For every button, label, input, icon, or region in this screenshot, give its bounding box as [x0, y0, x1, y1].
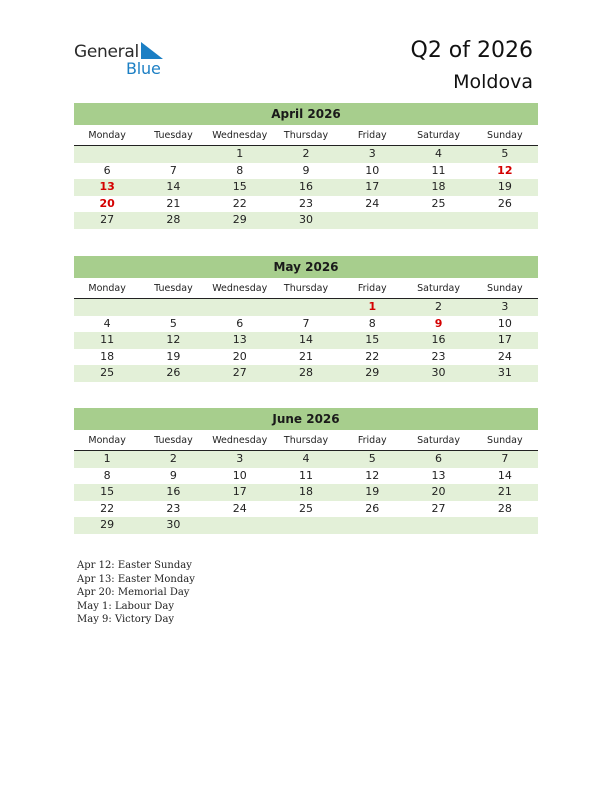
day-cell: 25 [431, 196, 446, 210]
weekday-label: Saturday [417, 283, 460, 294]
day-cell [140, 299, 206, 316]
day-cell: 8 [236, 163, 244, 177]
day-cell: 21 [497, 485, 512, 498]
day-cell: 30 [166, 518, 181, 531]
week-row [74, 517, 538, 534]
day-cell: 27 [431, 501, 446, 515]
day-cell [339, 212, 405, 229]
logo-word-blue: Blue [126, 59, 161, 78]
weekday-label: Friday [357, 130, 387, 141]
quarter-title: Q2 of 2026 [410, 38, 533, 63]
week-row [74, 484, 538, 501]
day-cell: 24 [497, 349, 512, 363]
weekday-label: Friday [357, 435, 387, 446]
day-cell: 10 [365, 163, 380, 177]
day-cell: 28 [166, 213, 181, 226]
day-cell: 27 [232, 366, 247, 379]
day-cell: 2 [435, 300, 443, 313]
day-cell: 9 [302, 163, 310, 177]
day-cell: 22 [232, 196, 247, 210]
day-cell: 19 [166, 349, 181, 363]
day-cell: 18 [431, 180, 446, 193]
week-row [74, 451, 538, 468]
weekday-label: Wednesday [212, 435, 268, 446]
day-cell: 14 [497, 468, 512, 482]
day-cell: 25 [298, 501, 313, 515]
day-cell: 2 [169, 452, 177, 465]
week-row [74, 332, 538, 349]
day-cell: 29 [365, 366, 380, 379]
day-cell: 14 [166, 180, 181, 193]
day-cell [74, 146, 140, 163]
day-cell: 20 [99, 196, 115, 210]
week-row [74, 179, 538, 196]
weeks-grid [74, 451, 538, 534]
day-cell: 1 [236, 147, 244, 160]
day-cell: 23 [431, 349, 446, 363]
week-row [74, 316, 538, 333]
day-cell: 12 [166, 333, 181, 346]
weekday-label: Thursday [283, 130, 329, 141]
day-cell: 23 [298, 196, 313, 210]
day-cell [273, 517, 339, 534]
day-cell: 6 [103, 163, 111, 177]
day-cell: 5 [501, 147, 509, 160]
day-cell: 26 [497, 196, 512, 210]
day-cell: 25 [100, 366, 115, 379]
weekday-label: Thursday [283, 283, 329, 294]
day-cell: 8 [368, 316, 376, 330]
day-cell [339, 517, 405, 534]
day-cell: 7 [302, 316, 310, 330]
day-cell [472, 517, 538, 534]
day-cell: 7 [501, 452, 509, 465]
week-row [74, 212, 538, 229]
day-cell: 24 [365, 196, 380, 210]
day-cell [74, 299, 140, 316]
day-cell: 20 [232, 349, 247, 363]
day-cell: 11 [431, 163, 446, 177]
day-cell: 10 [232, 468, 247, 482]
day-cell: 21 [166, 196, 181, 210]
day-cell: 27 [100, 213, 115, 226]
day-cell: 15 [365, 333, 380, 346]
weekday-label: Monday [88, 435, 126, 446]
day-cell: 16 [431, 333, 446, 346]
day-cell: 4 [103, 316, 111, 330]
day-cell: 29 [232, 213, 247, 226]
weekday-label: Saturday [417, 435, 460, 446]
day-cell: 17 [365, 180, 380, 193]
week-row [74, 365, 538, 382]
day-cell [140, 146, 206, 163]
weekday-label: Thursday [283, 435, 329, 446]
day-cell: 31 [497, 366, 512, 379]
day-cell: 23 [166, 501, 181, 515]
weekday-header-row [74, 431, 538, 451]
month-title: May 2026 [74, 256, 538, 278]
day-cell: 4 [435, 147, 443, 160]
weekday-header-row [74, 126, 538, 146]
day-cell: 6 [236, 316, 244, 330]
weekday-label: Sunday [487, 435, 523, 446]
week-row [74, 468, 538, 485]
day-cell: 19 [365, 485, 380, 498]
day-cell: 12 [497, 163, 513, 177]
month-title: April 2026 [74, 103, 538, 125]
holiday-note: Apr 13: Easter Monday [77, 573, 195, 585]
day-cell: 10 [497, 316, 512, 330]
day-cell: 15 [232, 180, 247, 193]
holiday-note: May 9: Victory Day [77, 614, 175, 626]
logo-word-general: General [74, 42, 139, 62]
day-cell: 13 [99, 180, 115, 193]
day-cell [207, 517, 273, 534]
day-cell: 3 [236, 452, 244, 465]
weeks-grid [74, 146, 538, 229]
weekday-label: Saturday [417, 130, 460, 141]
day-cell: 17 [232, 485, 247, 498]
day-cell: 28 [497, 501, 512, 515]
day-cell: 7 [169, 163, 177, 177]
week-row [74, 163, 538, 180]
week-row [74, 299, 538, 316]
day-cell: 9 [434, 316, 443, 330]
day-cell: 30 [431, 366, 446, 379]
day-cell: 13 [232, 333, 247, 346]
weekday-label: Sunday [487, 130, 523, 141]
week-row [74, 146, 538, 163]
weekday-label: Friday [357, 283, 387, 294]
week-row [74, 501, 538, 518]
weekday-label: Tuesday [154, 435, 193, 446]
weekday-header-row [74, 279, 538, 299]
weekday-label: Monday [88, 283, 126, 294]
day-cell: 1 [368, 300, 377, 313]
day-cell [472, 212, 538, 229]
month-title: June 2026 [74, 408, 538, 430]
month-calendar-may [74, 256, 538, 382]
holiday-note: Apr 20: Memorial Day [77, 587, 190, 599]
day-cell: 26 [365, 501, 380, 515]
day-cell: 28 [298, 366, 313, 379]
day-cell: 30 [298, 213, 313, 226]
day-cell: 6 [435, 452, 443, 465]
day-cell: 8 [103, 468, 111, 482]
weekday-label: Wednesday [212, 283, 268, 294]
day-cell: 1 [103, 452, 111, 465]
day-cell: 9 [169, 468, 177, 482]
day-cell: 21 [298, 349, 313, 363]
day-cell [273, 299, 339, 316]
day-cell: 26 [166, 366, 181, 379]
day-cell [207, 299, 273, 316]
holiday-notes [77, 559, 195, 627]
country-name: Moldova [453, 71, 533, 93]
day-cell: 24 [232, 501, 247, 515]
day-cell: 2 [302, 147, 310, 160]
day-cell: 4 [302, 452, 310, 465]
holiday-note: Apr 12: Easter Sunday [77, 560, 192, 571]
day-cell: 29 [100, 518, 115, 531]
day-cell: 22 [100, 501, 115, 515]
day-cell: 3 [368, 147, 376, 160]
day-cell: 3 [501, 300, 509, 313]
day-cell: 11 [100, 333, 115, 346]
weekday-label: Wednesday [212, 130, 268, 141]
day-cell [405, 212, 471, 229]
day-cell: 13 [431, 468, 446, 482]
day-cell: 19 [497, 180, 512, 193]
day-cell [405, 517, 471, 534]
day-cell: 15 [100, 485, 115, 498]
day-cell: 5 [169, 316, 177, 330]
day-cell: 5 [368, 452, 376, 465]
week-row [74, 349, 538, 366]
month-calendar-april [74, 103, 538, 229]
logo-triangle-icon [141, 42, 163, 59]
day-cell: 14 [298, 333, 313, 346]
day-cell: 22 [365, 349, 380, 363]
month-calendar-june [74, 408, 538, 534]
weekday-label: Tuesday [154, 283, 193, 294]
generalblue-logo [74, 42, 174, 78]
day-cell: 11 [298, 468, 313, 482]
day-cell: 16 [166, 485, 181, 498]
weeks-grid [74, 299, 538, 382]
day-cell: 16 [298, 180, 313, 193]
weekday-label: Sunday [487, 283, 523, 294]
week-row [74, 196, 538, 213]
day-cell: 18 [298, 485, 313, 498]
day-cell: 18 [100, 349, 115, 363]
weekday-label: Tuesday [154, 130, 193, 141]
holiday-note: May 1: Labour Day [77, 600, 174, 612]
day-cell: 12 [365, 468, 380, 482]
day-cell: 20 [431, 485, 446, 498]
weekday-label: Monday [88, 130, 126, 141]
day-cell: 17 [497, 333, 512, 346]
